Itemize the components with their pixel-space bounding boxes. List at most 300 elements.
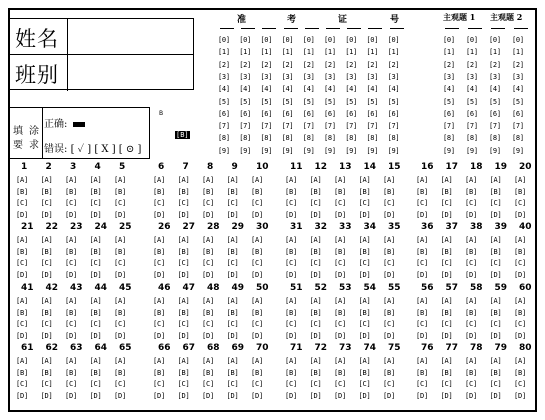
exam-digit-bubble[interactable]: [9] <box>366 146 379 155</box>
answer-bubble[interactable]: [C] <box>153 380 166 388</box>
exam-digit-bubble[interactable]: [0] <box>281 36 294 44</box>
answer-bubble[interactable]: [C] <box>465 259 478 267</box>
answer-bubble[interactable]: [B] <box>383 247 396 256</box>
answer-bubble[interactable]: [A] <box>383 236 396 244</box>
answer-bubble[interactable]: [A] <box>251 236 264 244</box>
answer-bubble[interactable]: [C] <box>89 380 102 388</box>
answer-bubble[interactable]: [D] <box>251 391 264 400</box>
exam-digit-bubble[interactable]: [3] <box>218 72 230 81</box>
answer-bubble[interactable]: [A] <box>440 176 453 184</box>
answer-bubble[interactable]: [D] <box>114 331 127 340</box>
answer-bubble[interactable]: [D] <box>40 210 53 219</box>
answer-bubble[interactable]: [B] <box>226 247 239 256</box>
answer-bubble[interactable]: [B] <box>465 368 478 377</box>
exam-digit-bubble[interactable]: [8] <box>260 134 273 143</box>
answer-bubble[interactable]: [D] <box>514 270 527 279</box>
answer-bubble[interactable]: [B] <box>489 187 502 196</box>
answer-bubble[interactable]: [D] <box>334 270 347 279</box>
answer-bubble[interactable]: [B] <box>40 247 53 256</box>
exam-digit-bubble[interactable]: [6] <box>260 109 273 118</box>
exam-digit-bubble[interactable]: [1] <box>302 48 315 57</box>
subjective-digit-bubble[interactable]: [9] <box>489 146 501 155</box>
exam-digit-bubble[interactable]: [1] <box>260 48 273 57</box>
exam-digit-bubble[interactable]: [4] <box>345 85 357 94</box>
answer-bubble[interactable]: [D] <box>226 391 239 400</box>
exam-digit-bubble[interactable]: [3] <box>239 72 251 81</box>
answer-bubble[interactable]: [D] <box>358 270 371 279</box>
answer-bubble[interactable]: [B] <box>89 308 102 317</box>
exam-digit-bubble[interactable]: [4] <box>387 85 400 94</box>
exam-digit-bubble[interactable]: [9] <box>281 146 294 155</box>
answer-bubble[interactable]: [D] <box>202 391 215 400</box>
answer-bubble[interactable]: [D] <box>16 391 29 400</box>
exam-digit-bubble[interactable]: [4] <box>302 85 315 94</box>
answer-bubble[interactable]: [D] <box>285 210 298 219</box>
answer-bubble[interactable]: [A] <box>465 236 478 244</box>
answer-bubble[interactable]: [A] <box>65 357 78 365</box>
answer-bubble[interactable]: [A] <box>309 236 322 244</box>
exam-digit-bubble[interactable]: [7] <box>260 122 273 131</box>
answer-bubble[interactable]: [C] <box>251 199 264 207</box>
answer-bubble[interactable]: [D] <box>251 270 264 279</box>
answer-bubble[interactable]: [C] <box>153 199 166 207</box>
exam-digit-bubble[interactable]: [3] <box>302 72 315 81</box>
answer-bubble[interactable]: [B] <box>16 368 29 377</box>
exam-digit-bubble[interactable]: [3] <box>324 72 336 81</box>
exam-digit-bubble[interactable]: [1] <box>218 48 230 57</box>
exam-digit-bubble[interactable]: [2] <box>260 60 273 69</box>
answer-bubble[interactable]: [C] <box>114 259 127 267</box>
answer-bubble[interactable]: [B] <box>358 247 371 256</box>
answer-bubble[interactable]: [C] <box>65 259 78 267</box>
exam-digit-bubble[interactable]: [6] <box>281 109 294 118</box>
answer-bubble[interactable]: [A] <box>285 297 298 305</box>
answer-bubble[interactable]: [A] <box>177 297 190 305</box>
answer-bubble[interactable]: [B] <box>16 308 29 317</box>
answer-bubble[interactable]: [B] <box>465 187 478 196</box>
answer-bubble[interactable]: [D] <box>383 270 396 279</box>
subjective-digit-bubble[interactable]: [1] <box>466 48 478 57</box>
answer-bubble[interactable]: [C] <box>383 259 396 267</box>
answer-bubble[interactable]: [B] <box>251 187 264 196</box>
answer-bubble[interactable]: [A] <box>177 357 190 365</box>
subjective-digit-bubble[interactable]: [1] <box>443 48 455 57</box>
answer-bubble[interactable]: [B] <box>465 247 478 256</box>
answer-bubble[interactable]: [B] <box>177 247 190 256</box>
answer-bubble[interactable]: [A] <box>153 357 166 365</box>
answer-bubble[interactable]: [A] <box>114 236 127 244</box>
subjective-digit-bubble[interactable]: [6] <box>489 109 501 118</box>
answer-bubble[interactable]: [D] <box>416 331 429 340</box>
answer-bubble[interactable]: [A] <box>202 176 215 184</box>
answer-bubble[interactable]: [B] <box>65 187 78 196</box>
answer-bubble[interactable]: [D] <box>440 331 453 340</box>
answer-bubble[interactable]: [B] <box>465 308 478 317</box>
answer-bubble[interactable]: [C] <box>16 380 29 388</box>
answer-bubble[interactable]: [D] <box>489 270 502 279</box>
subjective-digit-bubble[interactable]: [5] <box>512 97 524 106</box>
answer-bubble[interactable]: [D] <box>89 391 102 400</box>
answer-bubble[interactable]: [B] <box>202 308 215 317</box>
exam-digit-bubble[interactable]: [7] <box>302 122 315 131</box>
answer-bubble[interactable]: [D] <box>114 270 127 279</box>
exam-digit-bubble[interactable]: [8] <box>324 134 336 143</box>
exam-digit-bubble[interactable]: [7] <box>387 122 400 131</box>
answer-bubble[interactable]: [A] <box>358 297 371 305</box>
answer-bubble[interactable]: [C] <box>40 199 53 207</box>
subjective-digit-bubble[interactable]: [0] <box>512 36 524 44</box>
exam-digit-bubble[interactable]: [8] <box>387 134 400 143</box>
exam-digit-bubble[interactable]: [3] <box>366 72 379 81</box>
answer-bubble[interactable]: [A] <box>334 176 347 184</box>
subjective-digit-bubble[interactable]: [3] <box>489 72 501 81</box>
exam-digit-bubble[interactable]: [2] <box>239 60 251 69</box>
answer-bubble[interactable]: [D] <box>285 270 298 279</box>
answer-bubble[interactable]: [D] <box>514 391 527 400</box>
subjective-digit-bubble[interactable]: [4] <box>512 85 524 94</box>
answer-bubble[interactable]: [D] <box>514 331 527 340</box>
exam-digit-bubble[interactable]: [4] <box>366 85 379 94</box>
subjective-digit-bubble[interactable]: [5] <box>489 97 501 106</box>
answer-bubble[interactable]: [D] <box>285 331 298 340</box>
answer-bubble[interactable]: [B] <box>114 187 127 196</box>
answer-bubble[interactable]: [C] <box>89 320 102 328</box>
exam-digit-bubble[interactable]: [6] <box>345 109 357 118</box>
subjective-digit-bubble[interactable]: [6] <box>466 109 478 118</box>
subjective-digit-bubble[interactable]: [7] <box>466 122 478 131</box>
answer-bubble[interactable]: [A] <box>489 357 502 365</box>
subjective-digit-bubble[interactable]: [4] <box>466 85 478 94</box>
answer-bubble[interactable]: [C] <box>383 199 396 207</box>
answer-bubble[interactable]: [A] <box>416 176 429 184</box>
answer-bubble[interactable]: [D] <box>465 331 478 340</box>
answer-bubble[interactable]: [D] <box>153 331 166 340</box>
subjective-digit-bubble[interactable]: [8] <box>466 134 478 143</box>
answer-bubble[interactable]: [B] <box>16 187 29 196</box>
answer-bubble[interactable]: [B] <box>489 368 502 377</box>
answer-bubble[interactable]: [A] <box>334 236 347 244</box>
subjective-digit-bubble[interactable]: [1] <box>512 48 524 57</box>
answer-bubble[interactable]: [D] <box>358 391 371 400</box>
answer-bubble[interactable]: [D] <box>226 210 239 219</box>
answer-bubble[interactable]: [A] <box>440 297 453 305</box>
answer-bubble[interactable]: [D] <box>489 391 502 400</box>
answer-bubble[interactable]: [A] <box>251 297 264 305</box>
subjective-digit-bubble[interactable]: [7] <box>512 122 524 131</box>
answer-bubble[interactable]: [C] <box>358 199 371 207</box>
exam-digit-bubble[interactable]: [4] <box>239 85 251 94</box>
answer-bubble[interactable]: [B] <box>334 247 347 256</box>
answer-bubble[interactable]: [D] <box>358 210 371 219</box>
answer-bubble[interactable]: [A] <box>358 236 371 244</box>
subjective-digit-bubble[interactable]: [8] <box>489 134 501 143</box>
exam-digit-bubble[interactable]: [6] <box>302 109 315 118</box>
answer-bubble[interactable]: [D] <box>334 331 347 340</box>
answer-bubble[interactable]: [C] <box>153 259 166 267</box>
exam-digit-bubble[interactable]: [3] <box>345 72 357 81</box>
answer-bubble[interactable]: [B] <box>114 247 127 256</box>
answer-bubble[interactable]: [D] <box>226 270 239 279</box>
subjective-digit-bubble[interactable]: [7] <box>489 122 501 131</box>
answer-bubble[interactable]: [C] <box>285 259 298 267</box>
answer-bubble[interactable]: [C] <box>334 259 347 267</box>
exam-digit-bubble[interactable]: [5] <box>260 97 273 106</box>
answer-bubble[interactable]: [D] <box>153 210 166 219</box>
answer-bubble[interactable]: [B] <box>114 308 127 317</box>
answer-bubble[interactable]: [C] <box>202 380 215 388</box>
answer-bubble[interactable]: [C] <box>114 199 127 207</box>
exam-digit-bubble[interactable]: [0] <box>239 36 251 44</box>
answer-bubble[interactable]: [D] <box>334 210 347 219</box>
answer-bubble[interactable]: [A] <box>153 297 166 305</box>
answer-bubble[interactable]: [A] <box>251 357 264 365</box>
answer-bubble[interactable]: [B] <box>153 308 166 317</box>
answer-bubble[interactable]: [D] <box>465 270 478 279</box>
answer-bubble[interactable]: [C] <box>177 320 190 328</box>
answer-bubble[interactable]: [A] <box>440 357 453 365</box>
answer-bubble[interactable]: [C] <box>114 380 127 388</box>
answer-bubble[interactable]: [A] <box>65 176 78 184</box>
exam-digit-bubble[interactable]: [7] <box>281 122 294 131</box>
answer-bubble[interactable]: [D] <box>465 210 478 219</box>
answer-bubble[interactable]: [C] <box>251 259 264 267</box>
answer-bubble[interactable]: [D] <box>65 331 78 340</box>
answer-bubble[interactable]: [C] <box>65 380 78 388</box>
answer-bubble[interactable]: [C] <box>440 259 453 267</box>
exam-digit-bubble[interactable]: [8] <box>239 134 251 143</box>
answer-bubble[interactable]: [C] <box>514 380 527 388</box>
answer-bubble[interactable]: [B] <box>416 187 429 196</box>
exam-digit-bubble[interactable]: [3] <box>387 72 400 81</box>
exam-digit-bubble[interactable]: [1] <box>281 48 294 57</box>
answer-bubble[interactable]: [C] <box>514 320 527 328</box>
answer-bubble[interactable]: [D] <box>16 210 29 219</box>
exam-digit-bubble[interactable]: [6] <box>239 109 251 118</box>
answer-bubble[interactable]: [B] <box>251 308 264 317</box>
answer-bubble[interactable]: [D] <box>114 391 127 400</box>
answer-bubble[interactable]: [C] <box>251 380 264 388</box>
exam-digit-bubble[interactable]: [7] <box>218 122 230 131</box>
exam-digit-bubble[interactable]: [4] <box>324 85 336 94</box>
answer-bubble[interactable]: [D] <box>489 210 502 219</box>
answer-bubble[interactable]: [D] <box>309 391 322 400</box>
answer-bubble[interactable]: [A] <box>202 236 215 244</box>
answer-bubble[interactable]: [A] <box>383 357 396 365</box>
answer-bubble[interactable]: [B] <box>285 247 298 256</box>
subjective-digit-bubble[interactable]: [6] <box>512 109 524 118</box>
answer-bubble[interactable]: [B] <box>40 368 53 377</box>
answer-bubble[interactable]: [B] <box>202 187 215 196</box>
answer-bubble[interactable]: [B] <box>383 308 396 317</box>
answer-bubble[interactable]: [C] <box>177 259 190 267</box>
exam-digit-bubble[interactable]: [1] <box>239 48 251 57</box>
answer-bubble[interactable]: [C] <box>334 320 347 328</box>
answer-bubble[interactable]: [D] <box>16 270 29 279</box>
answer-bubble[interactable]: [C] <box>202 199 215 207</box>
answer-bubble[interactable]: [B] <box>334 368 347 377</box>
answer-bubble[interactable]: [B] <box>440 308 453 317</box>
answer-bubble[interactable]: [C] <box>358 259 371 267</box>
answer-bubble[interactable]: [B] <box>440 247 453 256</box>
answer-bubble[interactable]: [B] <box>153 368 166 377</box>
answer-bubble[interactable]: [C] <box>16 199 29 207</box>
answer-bubble[interactable]: [B] <box>40 308 53 317</box>
answer-bubble[interactable]: [A] <box>16 176 29 184</box>
answer-bubble[interactable]: [C] <box>489 320 502 328</box>
exam-digit-bubble[interactable]: [2] <box>281 60 294 69</box>
answer-bubble[interactable]: [A] <box>285 176 298 184</box>
answer-bubble[interactable]: [C] <box>89 199 102 207</box>
answer-bubble[interactable]: [A] <box>65 236 78 244</box>
answer-bubble[interactable]: [B] <box>202 368 215 377</box>
answer-bubble[interactable]: [B] <box>514 368 527 377</box>
exam-digit-bubble[interactable]: [0] <box>366 36 379 44</box>
exam-digit-bubble[interactable]: [2] <box>366 60 379 69</box>
answer-bubble[interactable]: [D] <box>40 331 53 340</box>
answer-bubble[interactable]: [D] <box>153 270 166 279</box>
answer-bubble[interactable]: [D] <box>177 270 190 279</box>
answer-bubble[interactable]: [D] <box>202 210 215 219</box>
exam-digit-bubble[interactable]: [9] <box>302 146 315 155</box>
answer-bubble[interactable]: [B] <box>309 308 322 317</box>
answer-bubble[interactable]: [A] <box>114 357 127 365</box>
answer-bubble[interactable]: [C] <box>489 380 502 388</box>
answer-bubble[interactable]: [B] <box>89 368 102 377</box>
answer-bubble[interactable]: [D] <box>514 210 527 219</box>
answer-bubble[interactable]: [D] <box>309 331 322 340</box>
answer-bubble[interactable]: [B] <box>285 187 298 196</box>
answer-bubble[interactable]: [C] <box>65 199 78 207</box>
answer-bubble[interactable]: [B] <box>114 368 127 377</box>
exam-digit-bubble[interactable]: [8] <box>218 134 230 143</box>
subjective-digit-bubble[interactable]: [8] <box>443 134 455 143</box>
answer-bubble[interactable]: [B] <box>358 187 371 196</box>
answer-bubble[interactable]: [C] <box>226 259 239 267</box>
subjective-digit-bubble[interactable]: [4] <box>443 85 455 94</box>
exam-digit-bubble[interactable]: [8] <box>345 134 357 143</box>
subjective-digit-bubble[interactable]: [0] <box>466 36 478 44</box>
exam-digit-bubble[interactable]: [6] <box>324 109 336 118</box>
answer-bubble[interactable]: [B] <box>177 308 190 317</box>
exam-digit-bubble[interactable]: [7] <box>239 122 251 131</box>
answer-bubble[interactable]: [B] <box>65 308 78 317</box>
answer-bubble[interactable]: [D] <box>358 331 371 340</box>
answer-bubble[interactable]: [B] <box>177 187 190 196</box>
exam-digit-bubble[interactable]: [2] <box>387 60 400 69</box>
exam-digit-bubble[interactable]: [1] <box>345 48 357 57</box>
answer-bubble[interactable]: [B] <box>416 308 429 317</box>
answer-bubble[interactable]: [B] <box>416 247 429 256</box>
answer-bubble[interactable]: [A] <box>514 176 527 184</box>
answer-bubble[interactable]: [B] <box>65 247 78 256</box>
answer-bubble[interactable]: [B] <box>16 247 29 256</box>
answer-bubble[interactable]: [B] <box>440 187 453 196</box>
answer-bubble[interactable]: [B] <box>285 368 298 377</box>
exam-digit-bubble[interactable]: [6] <box>218 109 230 118</box>
answer-bubble[interactable]: [D] <box>40 391 53 400</box>
exam-digit-bubble[interactable]: [5] <box>281 97 294 106</box>
subjective-digit-bubble[interactable]: [6] <box>443 109 455 118</box>
answer-bubble[interactable]: [C] <box>440 380 453 388</box>
subjective-digit-bubble[interactable]: [0] <box>489 36 501 44</box>
answer-bubble[interactable]: [A] <box>334 297 347 305</box>
answer-bubble[interactable]: [B] <box>285 308 298 317</box>
answer-bubble[interactable]: [A] <box>514 236 527 244</box>
answer-bubble[interactable]: [B] <box>226 187 239 196</box>
answer-bubble[interactable]: [C] <box>153 320 166 328</box>
subjective-digit-bubble[interactable]: [3] <box>443 72 455 81</box>
subjective-digit-bubble[interactable]: [2] <box>466 60 478 69</box>
exam-digit-bubble[interactable]: [9] <box>218 146 230 155</box>
answer-bubble[interactable]: [B] <box>89 247 102 256</box>
answer-bubble[interactable]: [C] <box>416 259 429 267</box>
subjective-digit-bubble[interactable]: [4] <box>489 85 501 94</box>
exam-digit-bubble[interactable]: [8] <box>366 134 379 143</box>
answer-bubble[interactable]: [A] <box>153 236 166 244</box>
answer-bubble[interactable]: [C] <box>177 199 190 207</box>
exam-digit-bubble[interactable]: [9] <box>345 146 357 155</box>
answer-bubble[interactable]: [C] <box>114 320 127 328</box>
answer-bubble[interactable]: [B] <box>514 247 527 256</box>
exam-digit-bubble[interactable]: [6] <box>387 109 400 118</box>
answer-bubble[interactable]: [C] <box>40 259 53 267</box>
subjective-digit-bubble[interactable]: [1] <box>489 48 501 57</box>
answer-bubble[interactable]: [C] <box>383 320 396 328</box>
answer-bubble[interactable]: [A] <box>309 357 322 365</box>
answer-bubble[interactable]: [B] <box>383 187 396 196</box>
exam-digit-bubble[interactable]: [8] <box>281 134 294 143</box>
answer-bubble[interactable]: [C] <box>202 259 215 267</box>
exam-digit-bubble[interactable]: [2] <box>345 60 357 69</box>
answer-bubble[interactable]: [C] <box>416 199 429 207</box>
exam-digit-bubble[interactable]: [7] <box>345 122 357 131</box>
exam-digit-bubble[interactable]: [9] <box>260 146 273 155</box>
exam-digit-bubble[interactable]: [0] <box>387 36 400 44</box>
answer-bubble[interactable]: [D] <box>440 391 453 400</box>
exam-digit-bubble[interactable]: [4] <box>218 85 230 94</box>
answer-bubble[interactable]: [D] <box>65 210 78 219</box>
answer-bubble[interactable]: [D] <box>202 270 215 279</box>
answer-bubble[interactable]: [A] <box>489 176 502 184</box>
answer-bubble[interactable]: [B] <box>251 368 264 377</box>
answer-bubble[interactable]: [A] <box>358 176 371 184</box>
exam-digit-bubble[interactable]: [2] <box>302 60 315 69</box>
answer-bubble[interactable]: [D] <box>177 331 190 340</box>
answer-bubble[interactable]: [B] <box>334 308 347 317</box>
answer-bubble[interactable]: [A] <box>89 176 102 184</box>
subjective-digit-bubble[interactable]: [9] <box>466 146 478 155</box>
answer-bubble[interactable]: [C] <box>440 320 453 328</box>
answer-bubble[interactable]: [D] <box>89 331 102 340</box>
answer-bubble[interactable]: [A] <box>177 176 190 184</box>
answer-bubble[interactable]: [B] <box>309 187 322 196</box>
answer-bubble[interactable]: [A] <box>251 176 264 184</box>
answer-bubble[interactable]: [A] <box>285 357 298 365</box>
answer-bubble[interactable]: [A] <box>440 236 453 244</box>
answer-bubble[interactable]: [C] <box>65 320 78 328</box>
subjective-digit-bubble[interactable]: [5] <box>443 97 455 106</box>
answer-bubble[interactable]: [A] <box>40 297 53 305</box>
subjective-digit-bubble[interactable]: [0] <box>443 36 455 44</box>
answer-bubble[interactable]: [C] <box>358 320 371 328</box>
answer-bubble[interactable]: [A] <box>114 176 127 184</box>
answer-bubble[interactable]: [C] <box>16 320 29 328</box>
exam-digit-bubble[interactable]: [3] <box>260 72 273 81</box>
exam-digit-bubble[interactable]: [5] <box>302 97 315 106</box>
answer-bubble[interactable]: [B] <box>153 187 166 196</box>
answer-bubble[interactable]: [B] <box>383 368 396 377</box>
answer-bubble[interactable]: [D] <box>440 270 453 279</box>
